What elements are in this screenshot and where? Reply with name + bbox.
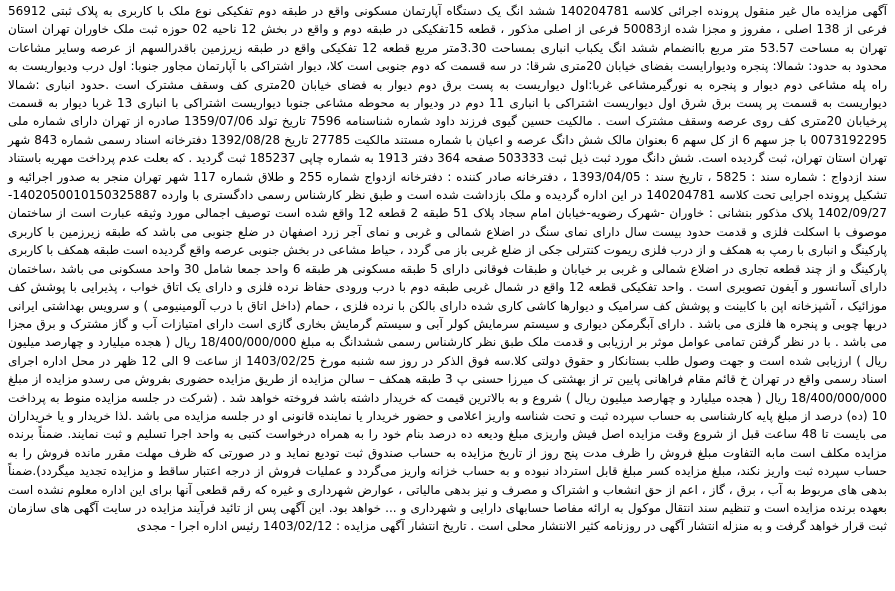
- notice-body-text: آگهی مزایده مال غیر منقول پرونده اجرائی کلاسه 140204781 ششد انگ یک دستگاه آپارتمان مسکونی واقع در طبقه دوم تفکیکی نوع ملک با کاربری به پلاک ثبتی 56912 فرعی از 138 اصلی ، مفروز و مجزا شده از50083 فرعی از اصلی مذکور ، قطعه 15تفکیکی در طبقه دوم و واقع در بخش 12 ناحیه 02 حوزه ثبت ملک خاوران تهران استان تهران به مساحت 53.57 متر مربع باانضمام ششد انگ یکباب انباری بمساحت 3.30متر مربع قطعه 12 تفکیکی واقع در طبقه زیرزمین باقدرالسهم از عرصه وسایر مشاعات محدود به حدود: شمالا: پنجره ودیوارایست بفضای خیابان 20متری شرقا: در سه قسمت که دوم جنوبی است کلا، دیوار اشتراکی با آپارتمان مجاور جنوبا: اول درب ودیواریست به راه پله مشاعی دوم دیوار و پنجره به نورگیرمشاعی غربا:اول دیواریست به پست برق دوم دیوار به فضای خیابان 20متری کف وسقف مشترک است .حدود انباری :شمالا دیواریست به قسمت پر پست برق شرق اول دیواریست اشتراکی با انباری 11 دوم در ودیوار به محوطه مشاعی جنوبا دیواریست اشتراکی با انباری 13 غربا دیوار به قسمت پرخیابان 20متری کف روی عرصه وسقف مشترک است . مالکیت حسین گیوی فرزند داود شماره شناسنامه 7596 تاریخ تولد 1359/07/06 صادره از تهران دارای شماره ملی 0073192295 با جز سهم 6 از کل سهم 6 بعنوان مالک شش دانگ عرصه و اعیان با شماره مستند مالکیت 27785 تاریخ 1392/08/28 دفترخانه اسناد رسمی شماره 843 شهر تهران استان تهران، ثبت گردیده است. شش دانگ مورد ثبت ذیل ثبت 503333 صفحه 364 دفتر 1913 به شماره چاپی 185237 ثبت گردید . که بعلت عدم پرداخت مهریه باستناد سند ازدواج : شماره سند : 5825 ، تاریخ سند : 1393/04/05 ، دفترخانه صادر کننده : دفترخانه ازدواج شماره 255 و طلاق شماره 117 شهر تهران منجر به صدور اجرائیه و تشکیل پرونده اجرایی تحت کلاسه 140204781 در این اداره گردیده و ملک بازداشت شده است و طبق نظر کارشناس رسمی دادگستری با وارده 1402050010150325887-1402/09/27 پلاک مذکور بنشانی : خاوران -شهرک رضویه-خیابان امام سجاد پلاک 51 طبقه 2 قطعه 12 واقع شده است توصیف اجمالی مورد وثیقه عبارت است از ساختمان موصوف با اسکلت فلزی و قدمت حدود بیست سال دارای نمای سنگ در اضلاع شمالی و غربی و نمای آجر زرد اصفهان در ضلع جنوبی می باشد که طبقه زیرزمین با کاربری پارکینگ و انباری با رمپ به همکف و از درب فلزی ریموت کنترلی جکی از ضلع غربی باز می گردد ، حیاط مشاعی در بخش جنوبی عرصه واقع گردیده است طبقه همکف با کاربری پارکینگ و از چند قطعه تجاری در اضلاع شمالی و غربی بر خیابان و طبقات فوقانی دارای 5 طبقه مسکونی هر طبقه 6 واحد جمعا شامل 30 واحد مسکونی می باشد ،ساختمان دارای آسانسور و آیفون تصویری است . واحد تفکیکی قطعه 12 واقع در شمال غربی طبقه دوم با درب ورودی حفاظ نرده فلزی و دارای یک اتاق خواب ، پذیرایی با پوشش کف موزائیک ، آشپزخانه اپن با کابینت و پوشش کف سرامیک و دیوارها کاشی کاری شده دارای بالکن با نرده فلزی ، حمام (داخل اتاق با درب آلومینیومی ) و سرویس بهداشتی ایرانی دربها چوبی و پنجره ها فلزی می باشد . دارای آبگرمکن دیواری و سیستم سرمایش کولر آبی و سیستم گرمایش بخاری گازی است دارای امتیازات آب و گاز مشترک و برق مجزا می باشد . با در نظر گرفتن تمامی عوامل موثر بر ارزیابی و قدمت ملک طبق نظر کارشناس رسمی ششدانگ به مبلغ 18/400/000/000 ریال ( هجده میلیارد و چهارصد میلیون ریال ) ارزیابی شده است و جهت وصول طلب بستانکار و حقوق دولتی کلا.سه فوق الذکر در روز سه شنبه مورخ 1403/02/25 از ساعت 9 الی 12 ظهر در محل اداره اجرای اسناد رسمی واقع در تهران خ قائم مقام فراهانی پایین تر از بهشتی ک میرزا حسنی پ 3 طبقه همکف – سالن مزایده از طریق مزایده حضوری بفروش می رسدو مزایده از مبلغ 18/400/000/000 ریال ( هجده میلیارد و چهارصد میلیون ریال ) شروع و به بالاترین قیمت که خریدار داشته باشد فروخته خواهد شد . (شرکت در جلسه مزایده منوط به پرداخت 10 (ده) درصد از مبلغ پایه کارشناسی به حساب سپرده ثبت و تحت شناسه واریز اعلامی و حضور خریدار یا نماینده قانونی او در جلسه مزایده می باشد .لذا خریدار و یا خریداران می بایست تا 48 ساعت قبل از شروع وقت مزایده اصل فیش واریزی مبلغ ودیعه ده درصد بنام خود را به همراه درخواست کتبی به واحد اجرا تسلیم و ثبت نمایند. ضمناً برنده مزایده مکلف است مابه التفاوت مبلغ فروش را ظرف مدت پنج روز از تاریخ مزایده به حساب صندوق ثبت تودیع نماید و در صورتی که ظرف مهلت مقرر مانده فروش را به حساب سپرده ثبت واریز نکند، مبلغ مزایده کسر مبلغ قابل استرداد نبوده و به حساب خزانه واریز می‌گردد و عملیات فروش از درجه اعتبار ساقط و مزایده تجدید میگردد).ضمناً بدهی های مربوط به آب ، برق ، گاز ، اعم از حق انشعاب و اشتراک و مصرف و نیز بدهی مالیاتی ، عوارض شهرداری و غیره که رقم قطعی آنها برای این اداره معلوم نشده است بعهده برنده مزایده است و تنظیم سند انتقال موکول به ارائه مفاصا حسابهای دارایی و شهرداری و ... خواهد بود. این آگهی پس از تائید فرآیند مزایده در سایت آگهی های سازمان ثبت قرار خواهد گرفت و به منزله انتشار آگهی در روزنامه کثیر الانتشار محلی است . تاریخ انتشار آگهی مزایده : 1403/02/12 رئیس اداره اجرا - مجدی: [8, 4, 888, 534]
